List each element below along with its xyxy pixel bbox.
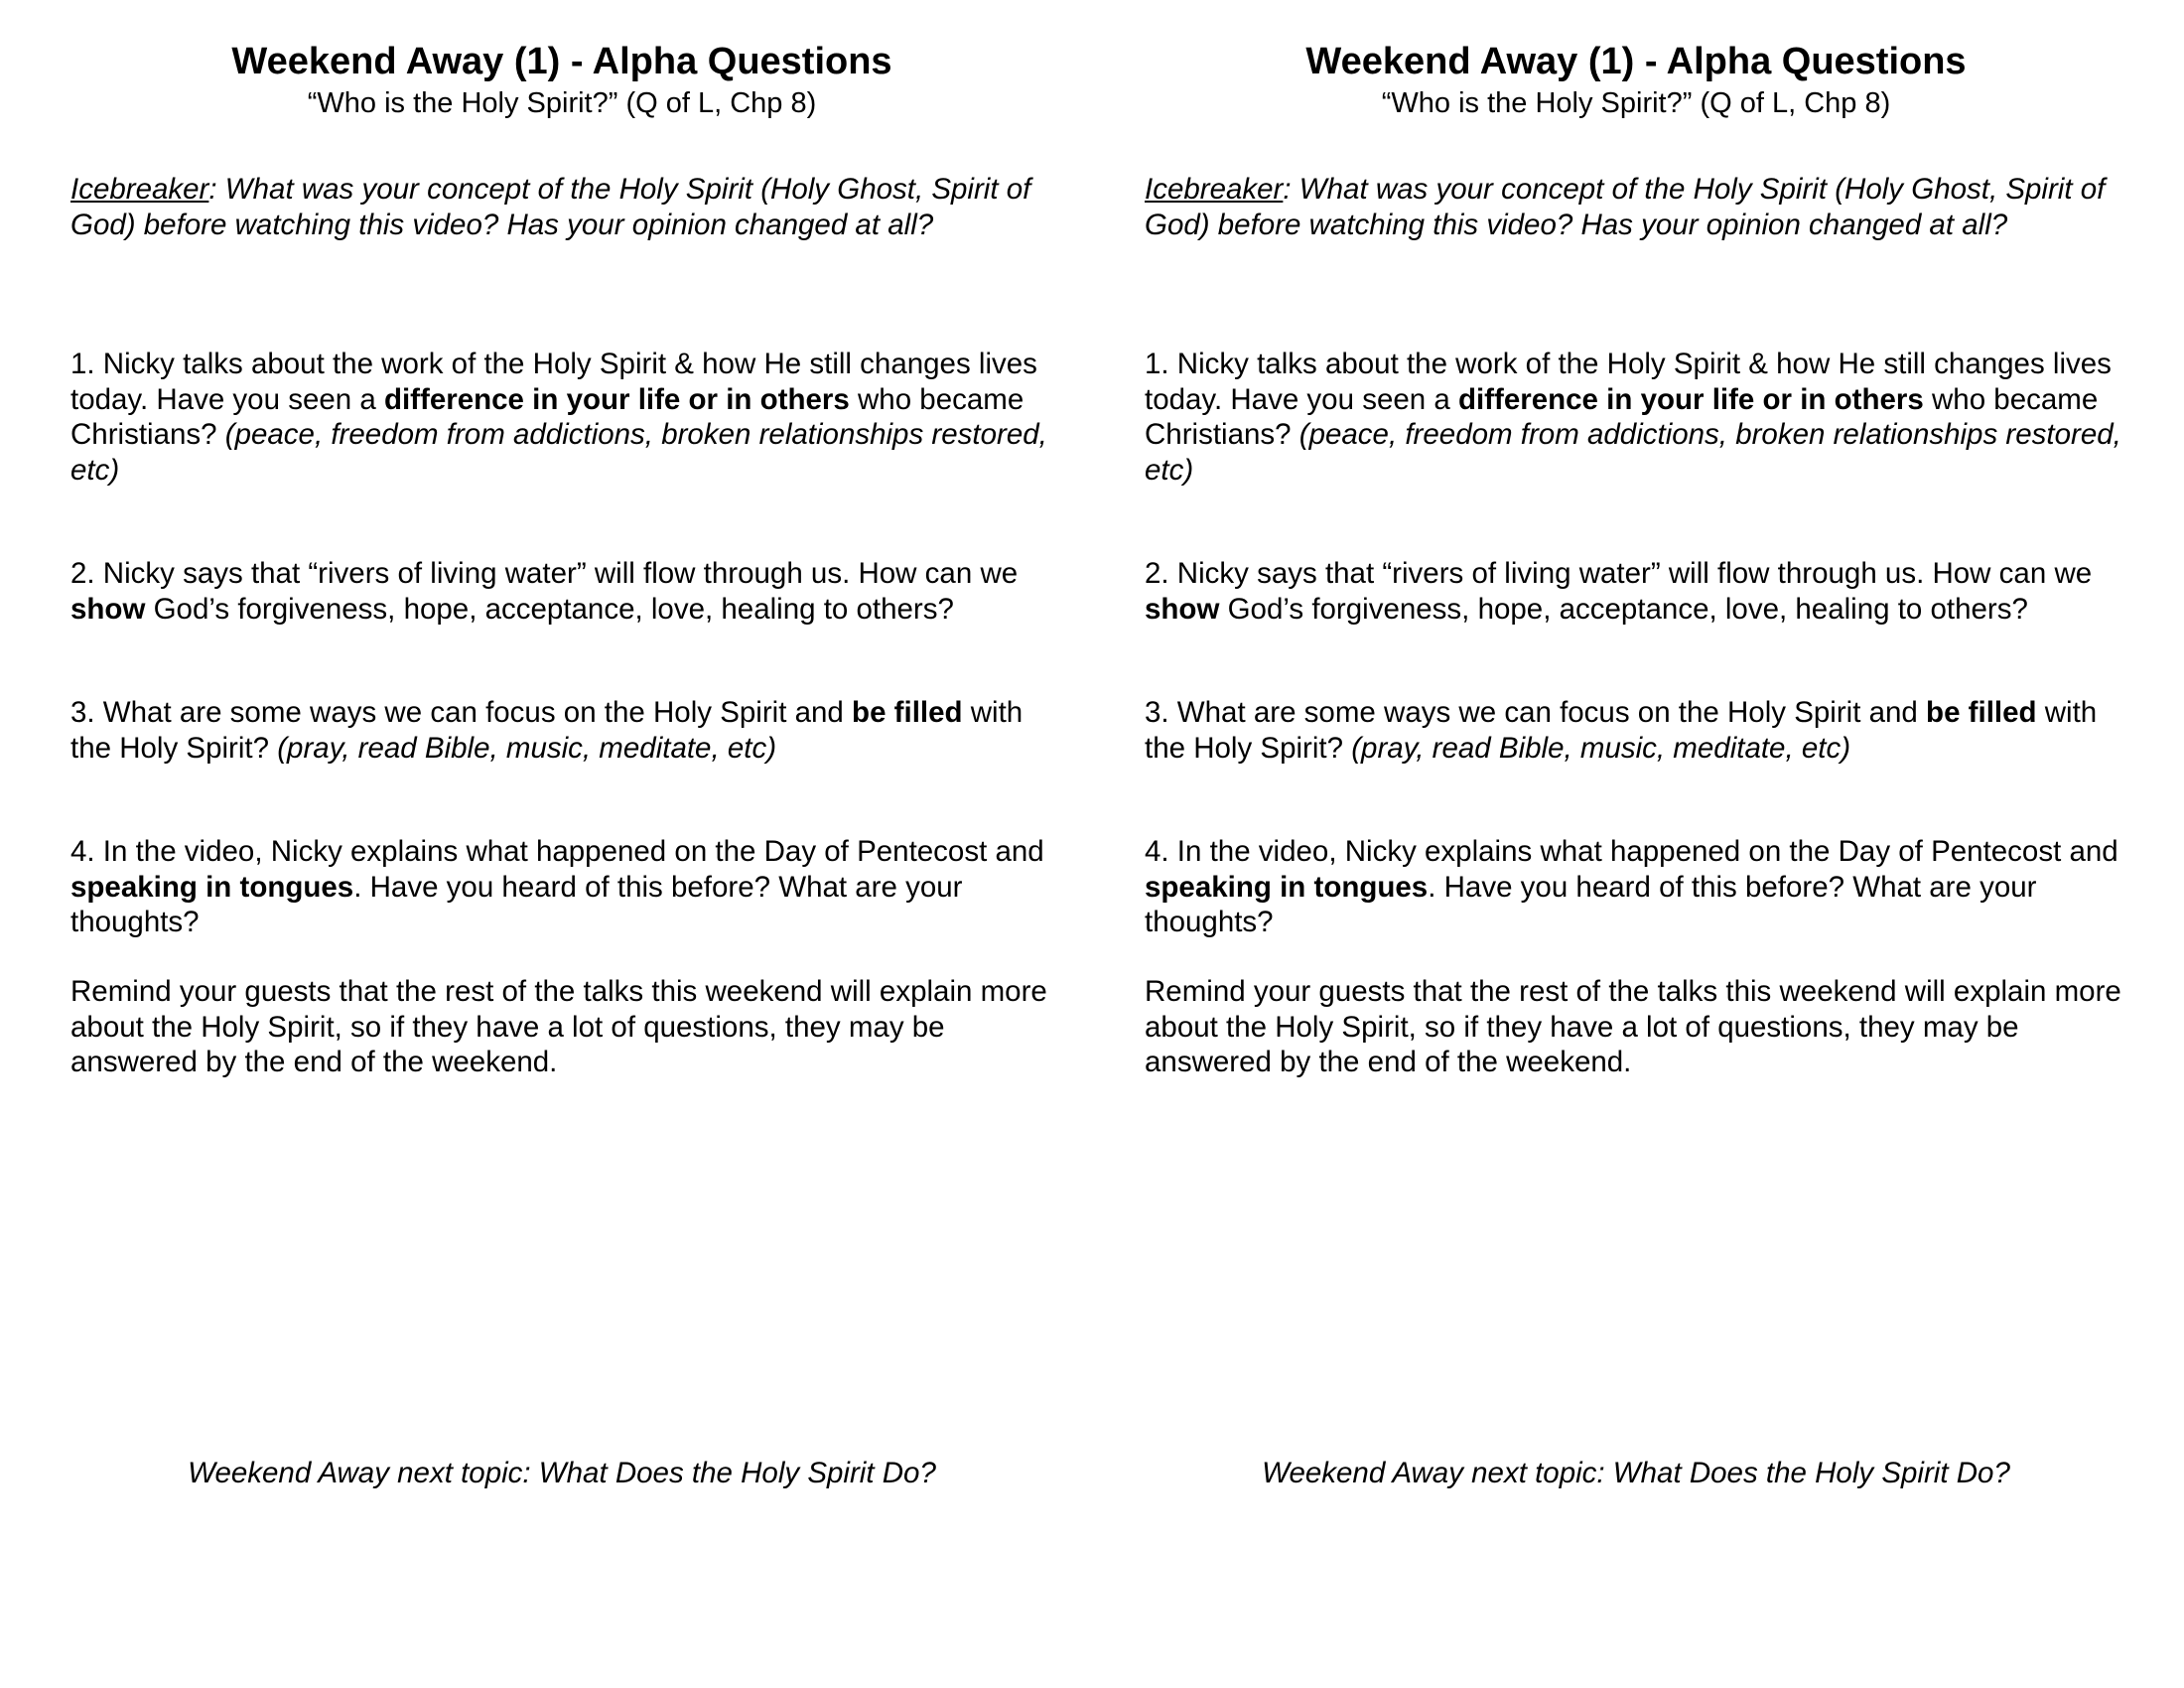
question-2-text-end: God’s forgiveness, hope, acceptance, love, healing to others? (1219, 592, 2028, 626)
question-3 (1145, 695, 2127, 766)
question-3-examples: (pray, read Bible, music, meditate, etc) (1351, 731, 1851, 765)
next-topic-footer: Weekend Away next topic: What Does the Holy Spirit Do? (1262, 1457, 2010, 1489)
icebreaker-label: Icebreaker (1145, 173, 1284, 206)
question-1-text: 1. Nicky talks about the work of the Holy Spirit & how He still changes lives today. Have you seen a (1145, 348, 2112, 416)
question-3-text: 3. What are some ways we can focus on the Holy Spirit and (1145, 696, 1927, 729)
question-2-bold: show (1145, 592, 1220, 626)
question-2-text: 2. Nicky says that “rivers of living water” will flow through us. How can we (1145, 557, 2093, 590)
handout-left (70, 0, 1063, 1688)
question-4-bold: speaking in tongues (1145, 870, 1429, 904)
icebreaker-paragraph (1145, 172, 2127, 242)
question-1-text: 1. Nicky talks about the work of the Holy Spirit & how He still changes lives today. Have you seen a (70, 348, 1037, 416)
question-3-examples: (pray, read Bible, music, meditate, etc) (277, 731, 777, 765)
question-4-text-end: . Have you heard of this before? What are your thoughts? (70, 870, 963, 938)
question-3-bold: be filled (852, 696, 963, 729)
question-2-bold: show (70, 592, 146, 626)
icebreaker-paragraph (70, 172, 1053, 242)
question-4-text: 4. In the video, Nicky explains what happened on the Day of Pentecost and (70, 835, 1044, 868)
question-1 (1145, 347, 2127, 488)
handout-title: Weekend Away (1) - Alpha Questions (1305, 41, 1967, 82)
question-1-bold: difference in your life or in others (1457, 382, 1924, 416)
question-1-bold: difference in your life or in others (383, 382, 850, 416)
icebreaker-label: Icebreaker (70, 173, 209, 206)
question-2-text: 2. Nicky says that “rivers of living water” will flow through us. How can we (70, 557, 1019, 590)
question-4-text: 4. In the video, Nicky explains what happened on the Day of Pentecost and (1145, 835, 2118, 868)
question-4 (1145, 834, 2127, 940)
question-2-text-end: God’s forgiveness, hope, acceptance, love, healing to others? (145, 592, 954, 626)
question-3 (70, 695, 1053, 766)
question-4-bold: speaking in tongues (70, 870, 354, 904)
question-1-examples: (peace, freedom from addictions, broken relationships restored, etc) (70, 418, 1047, 487)
handout-right (1145, 0, 2137, 1688)
question-2 (70, 556, 1053, 627)
question-1-examples: (peace, freedom from addictions, broken relationships restored, etc) (1145, 418, 2121, 487)
next-topic-footer: Weekend Away next topic: What Does the Holy Spirit Do? (188, 1457, 936, 1489)
question-1-text-end: who became Christians? (70, 382, 1024, 451)
question-1-text-end: who became Christians? (1145, 382, 2099, 451)
question-3-bold: be filled (1926, 696, 2037, 729)
icebreaker-text: : What was your concept of the Holy Spirit (Holy Ghost, Spirit of God) before watching this video? Has your opinion changed at all? (70, 173, 1031, 241)
question-3-text: 3. What are some ways we can focus on the Holy Spirit and (70, 696, 853, 729)
icebreaker-text: : What was your concept of the Holy Spirit (Holy Ghost, Spirit of God) before watching this video? Has your opinion changed at all? (1145, 173, 2106, 241)
question-3-text-end: with the Holy Spirit? (70, 696, 1024, 765)
question-3-text-end: with the Holy Spirit? (1145, 696, 2098, 765)
question-4 (70, 834, 1053, 940)
question-1 (70, 347, 1053, 488)
question-2 (1145, 556, 2127, 627)
handout-subtitle: “Who is the Holy Spirit?” (Q of L, Chp 8) (1381, 87, 1891, 119)
handout-title: Weekend Away (1) - Alpha Questions (231, 41, 892, 82)
handout-subtitle: “Who is the Holy Spirit?” (Q of L, Chp 8) (307, 87, 817, 119)
reminder-paragraph: Remind your guests that the rest of the talks this weekend will explain more about the Holy Spirit, so if they have a lot of questions, they may be answered by the end of the weekend. (1145, 975, 2121, 1078)
reminder-paragraph: Remind your guests that the rest of the talks this weekend will explain more about the Holy Spirit, so if they have a lot of questions, they may be answered by the end of the weekend. (70, 975, 1047, 1078)
question-4-text-end: . Have you heard of this before? What are your thoughts? (1145, 870, 2037, 938)
